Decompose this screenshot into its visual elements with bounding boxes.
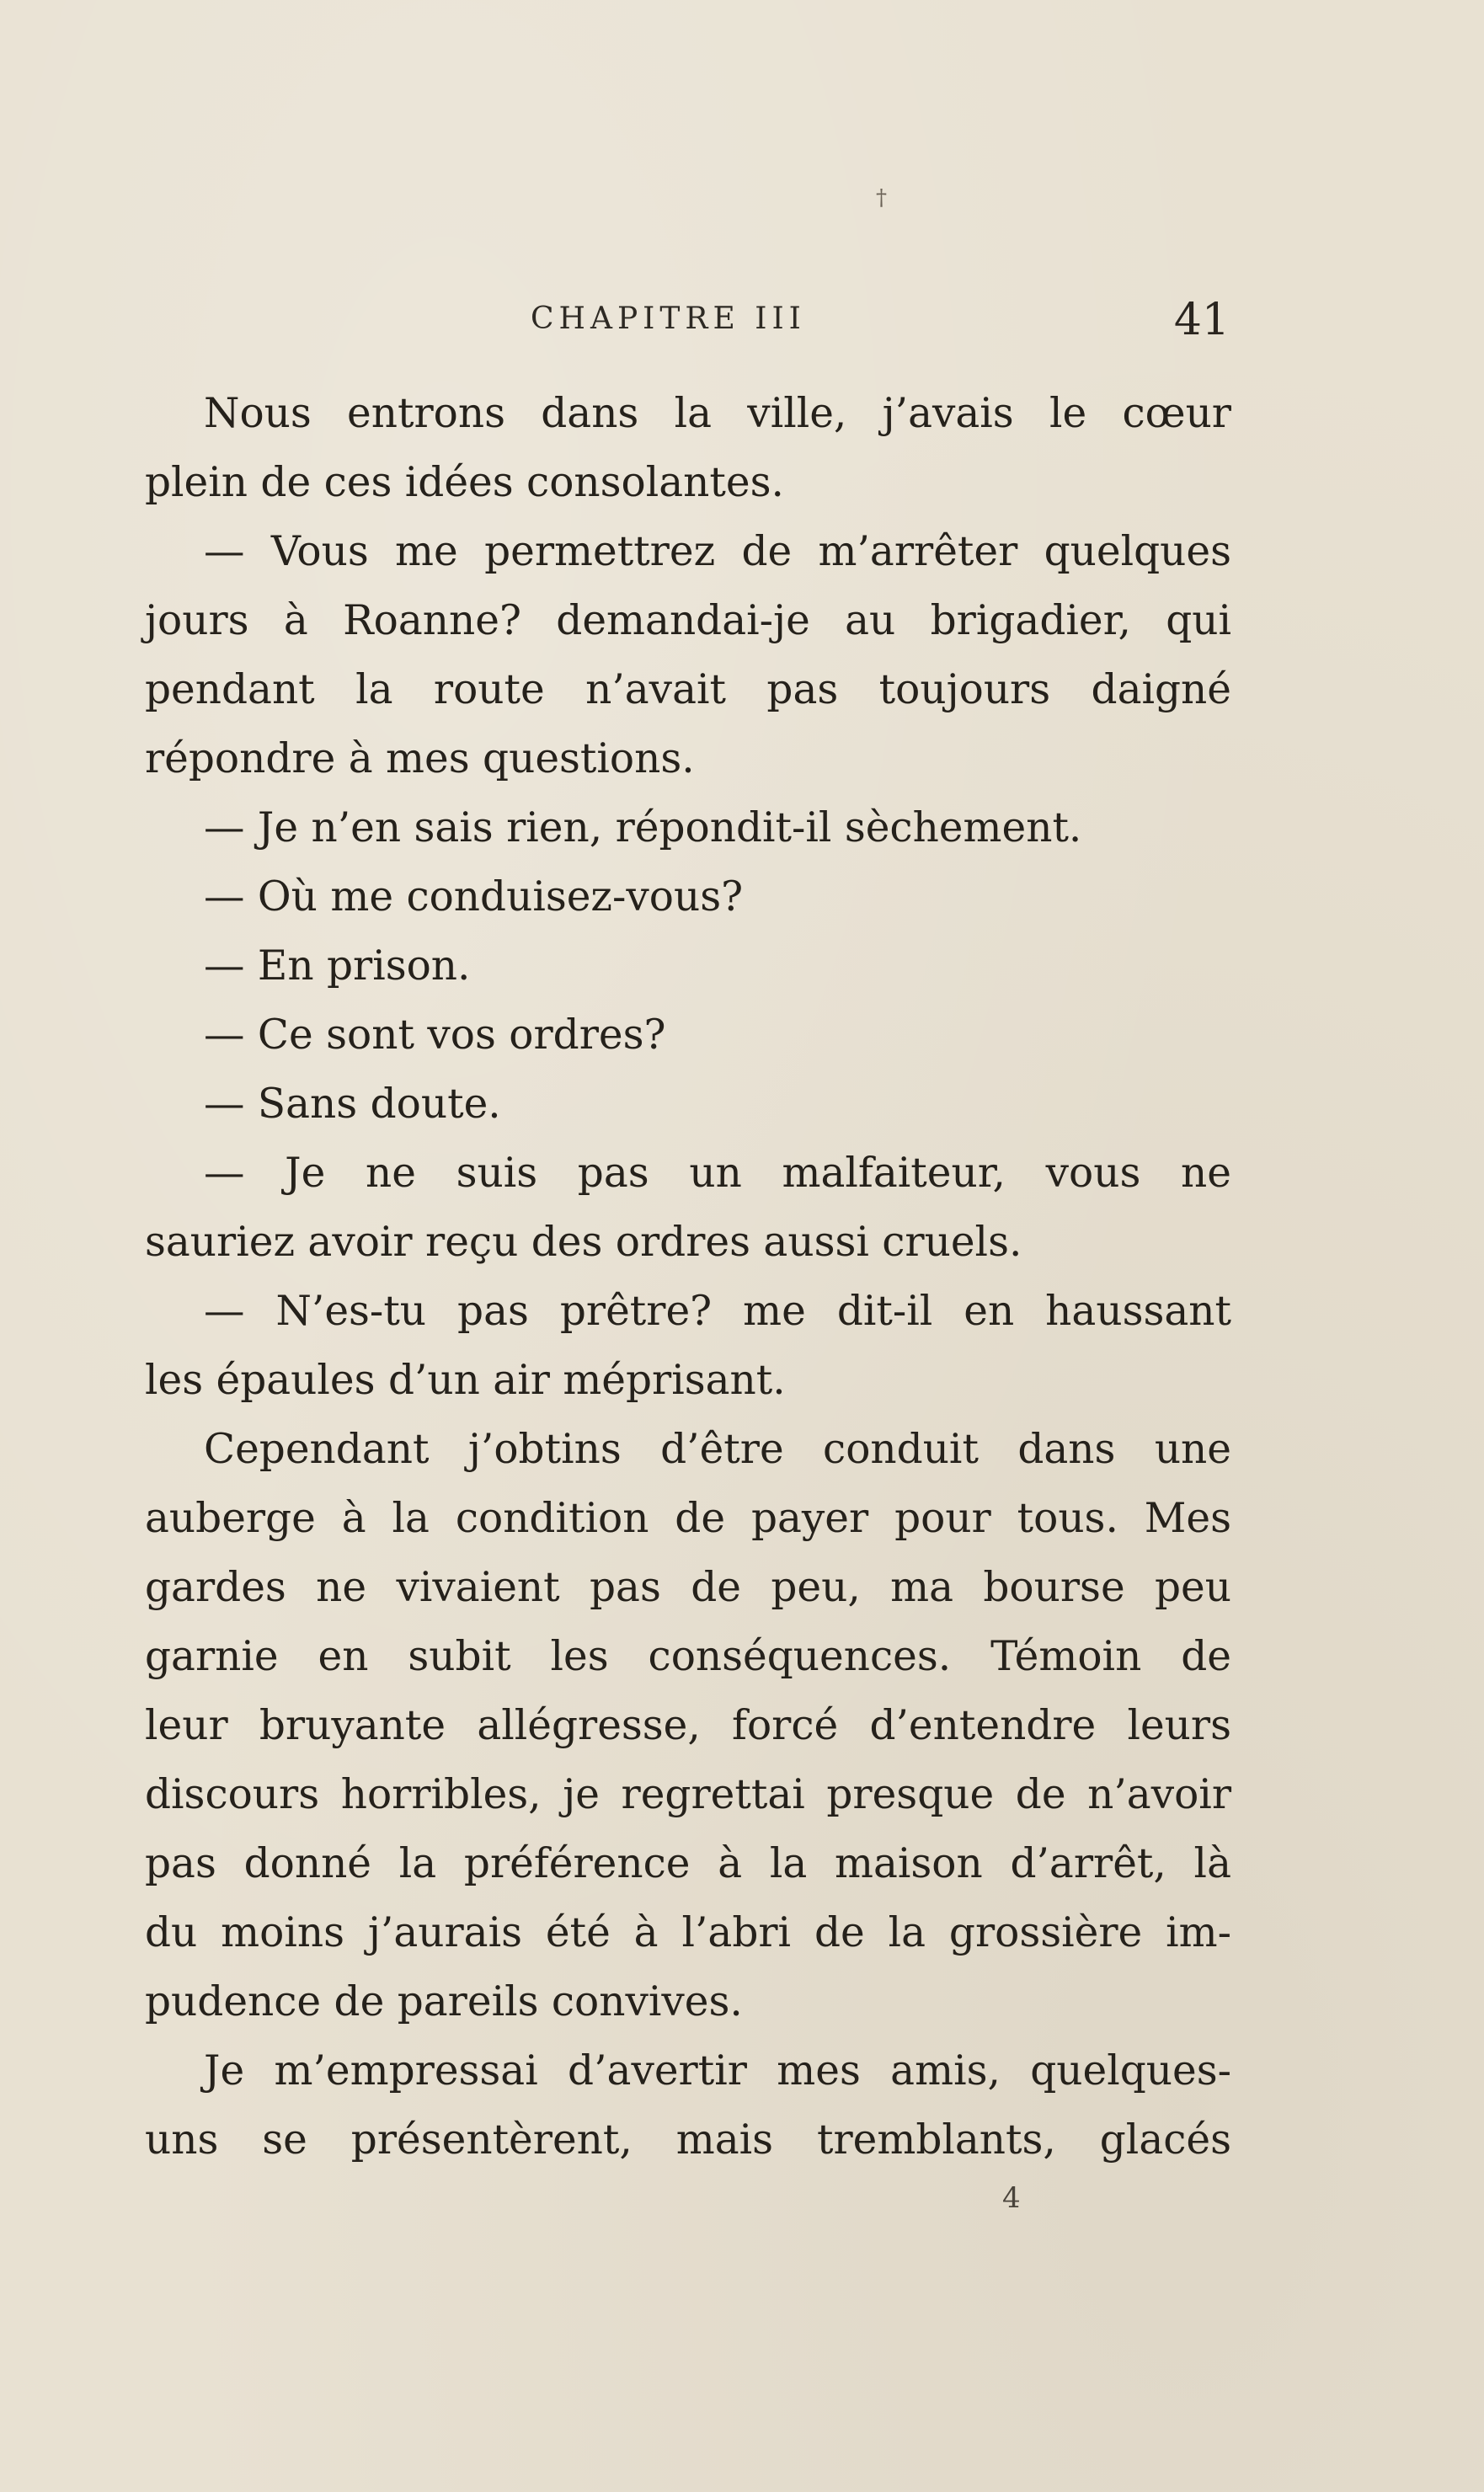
text-line: gardes ne vivaient pas de peu, ma bourse peu: [145, 1564, 1231, 1611]
text-line: — En prison.: [204, 942, 471, 990]
text-line: Cependant j’obtins d’être conduit dans une: [204, 1426, 1231, 1473]
text-line: leur bruyante allégresse, forcé d’entendre leurs: [145, 1702, 1231, 1749]
text-line: plein de ces idées consolantes.: [145, 459, 784, 506]
running-head: [531, 295, 1246, 352]
text-line: auberge à la condition de payer pour tous. Mes: [145, 1495, 1231, 1542]
chapter-title: CHAPITRE III: [531, 301, 806, 336]
text-line: Nous entrons dans la ville, j’avais le cœur: [204, 390, 1231, 437]
text-line: du moins j’aurais été à l’abri de la grossière im-: [145, 1909, 1231, 1956]
text-line: les épaules d’un air méprisant.: [145, 1357, 786, 1404]
text-line: pudence de pareils convives.: [145, 1978, 743, 2025]
signature-mark: 4: [1002, 2181, 1021, 2215]
text-line: sauriez avoir reçu des ordres aussi cruels.: [145, 1219, 1022, 1266]
text-line: uns se présentèrent, mais tremblants, glacés: [145, 2116, 1231, 2164]
ornament-mark: †: [876, 185, 887, 211]
text-line: discours horribles, je regrettai presque de n’avoir: [145, 1771, 1231, 1818]
page-number: 41: [1173, 295, 1230, 345]
text-line: pendant la route n’avait pas toujours daigné: [145, 666, 1231, 713]
text-line: — N’es-tu pas prêtre? me dit-il en haussant: [204, 1288, 1231, 1335]
text-line: — Sans doute.: [204, 1081, 501, 1128]
text-line: garnie en subit les conséquences. Témoin de: [145, 1633, 1231, 1680]
text-line: — Vous me permettrez de m’arrêter quelques: [204, 528, 1231, 575]
text-line: pas donné la préférence à la maison d’arrêt, là: [145, 1840, 1231, 1887]
text-line: — Ce sont vos ordres?: [204, 1011, 666, 1059]
text-line: — Je n’en sais rien, répondit-il sèchement.: [204, 804, 1082, 851]
text-line: — Où me conduisez-vous?: [204, 873, 744, 920]
text-line: répondre à mes questions.: [145, 735, 695, 782]
text-line: Je m’empressai d’avertir mes amis, quelques-: [204, 2047, 1231, 2094]
text-line: jours à Roanne? demandai-je au brigadier, qui: [145, 597, 1231, 644]
text-line: — Je ne suis pas un malfaiteur, vous ne: [204, 1150, 1231, 1197]
body-text: [145, 379, 1231, 2174]
